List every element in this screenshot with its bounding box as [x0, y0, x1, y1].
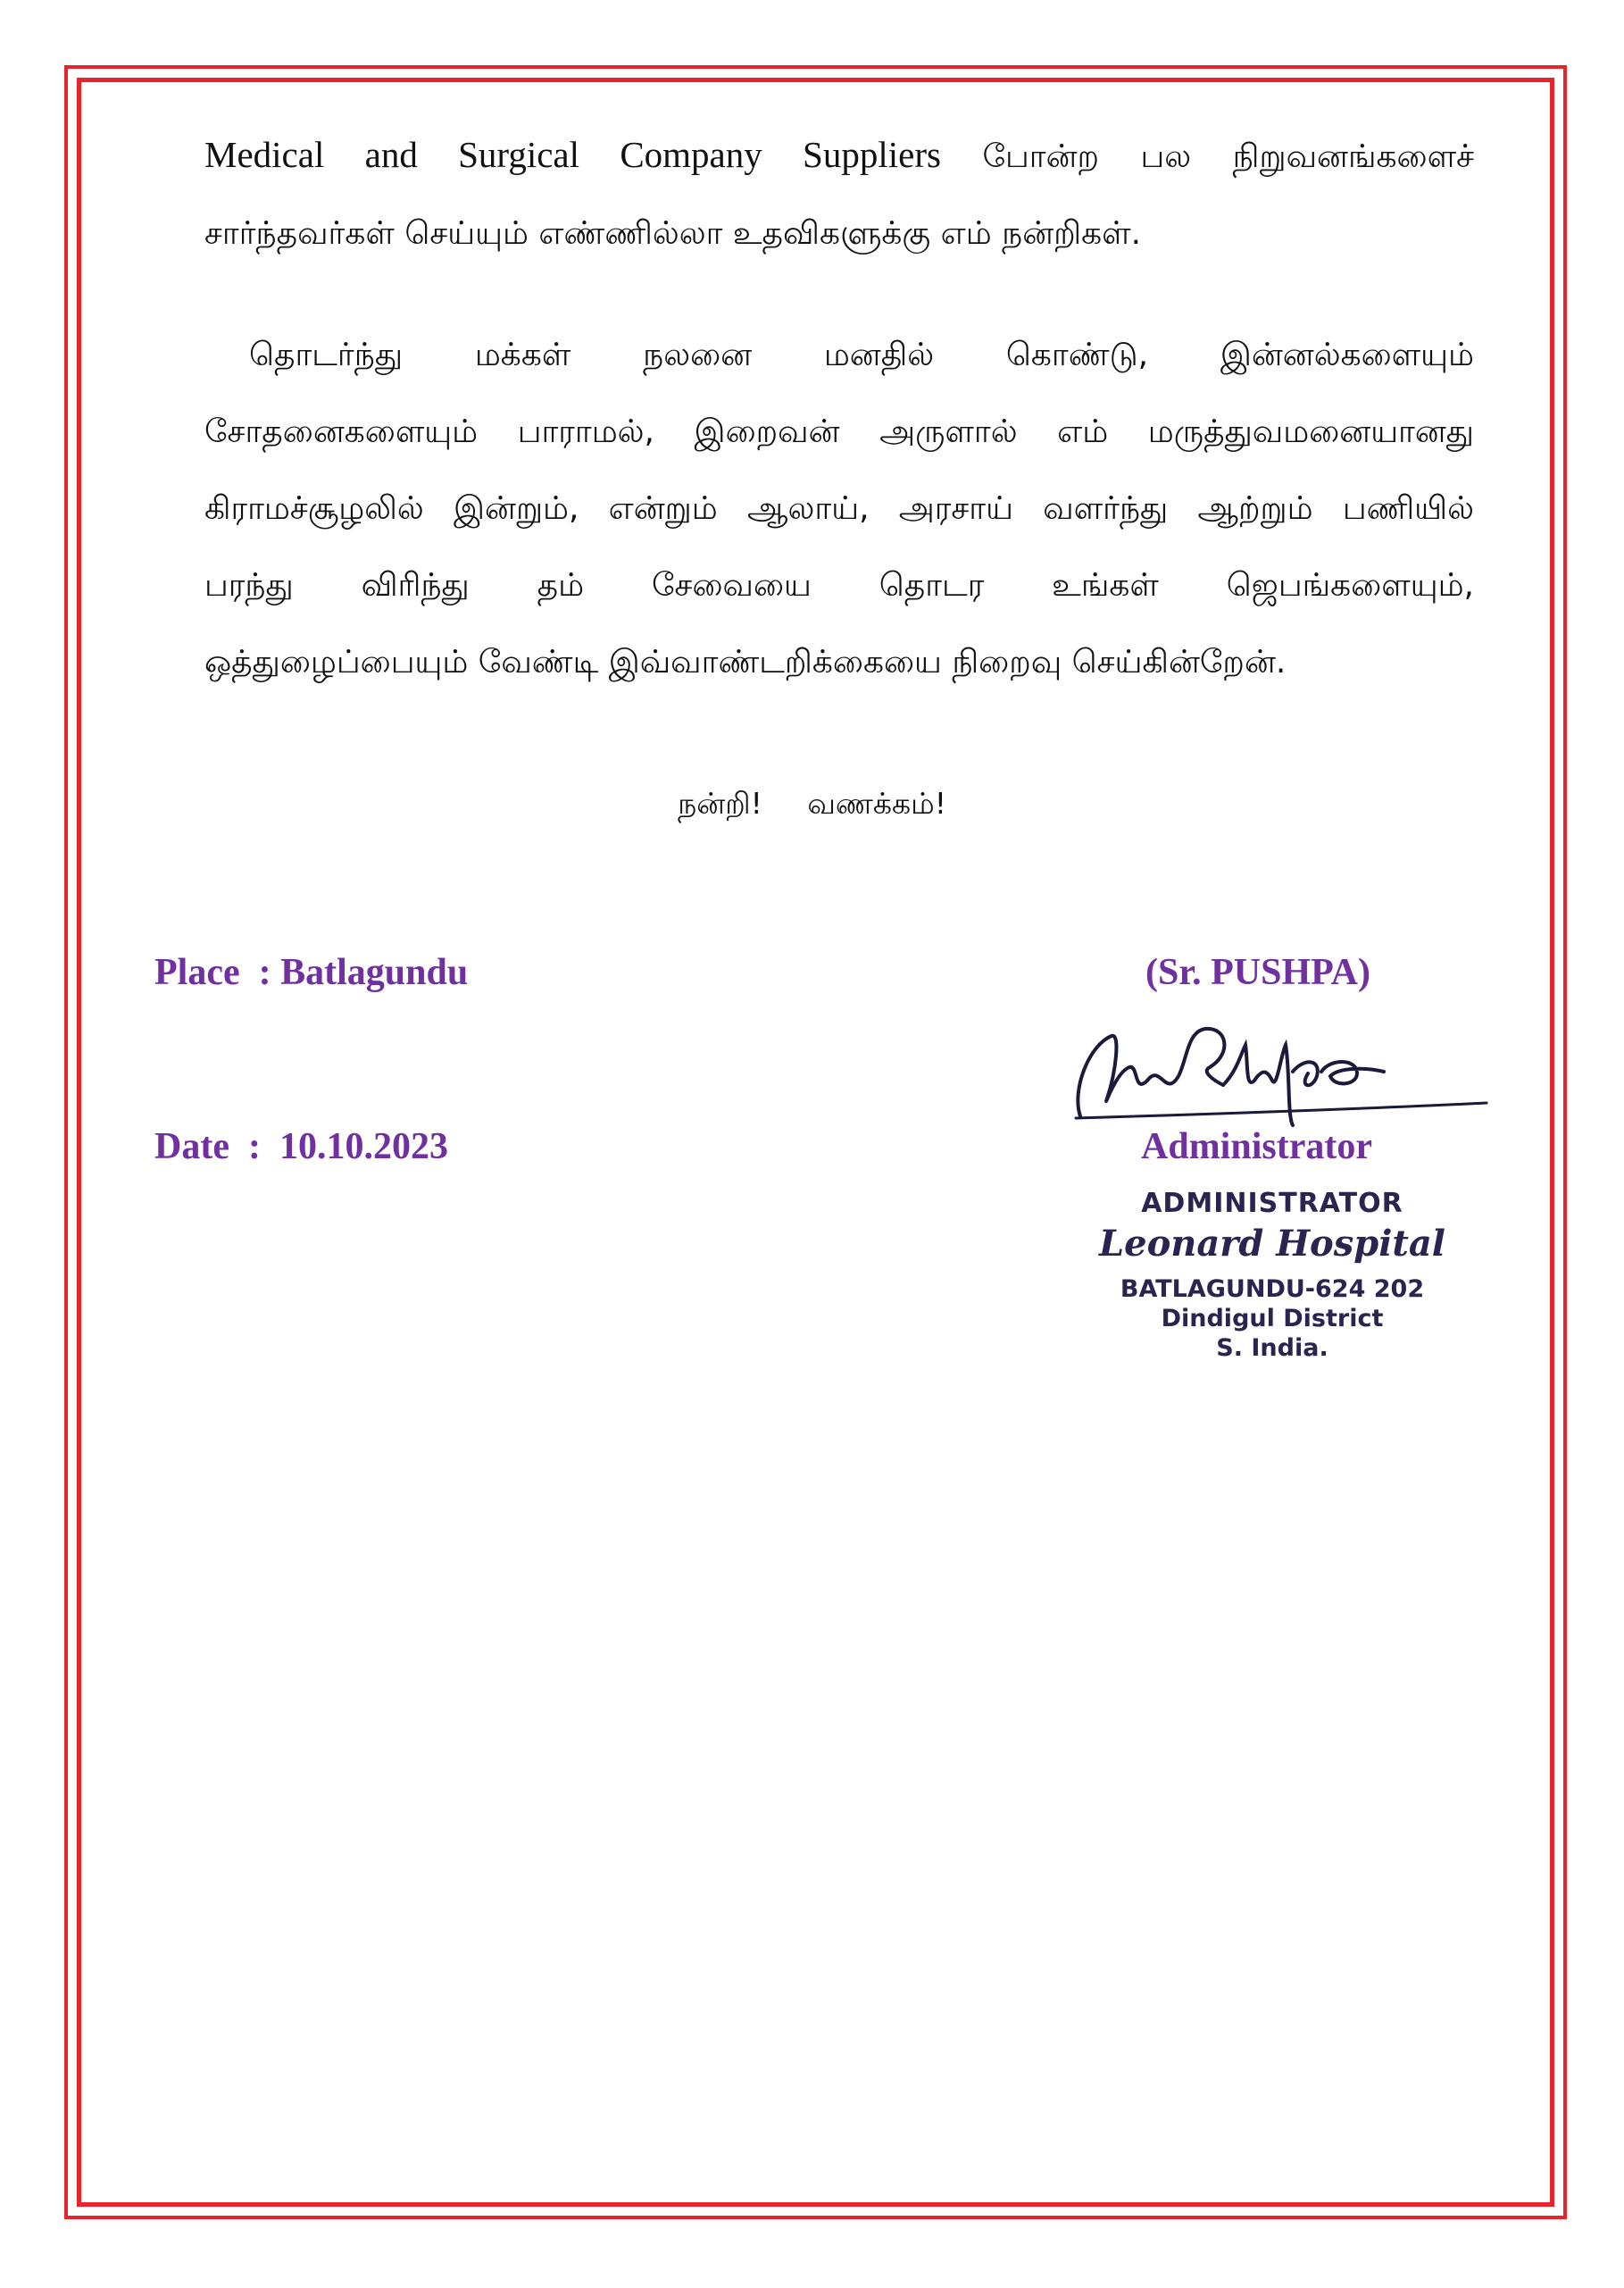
paragraph-2-line: தொடர்ந்து மக்கள் நலனை மனதில் கொண்டு, இன்னல்களையும்	[249, 337, 1474, 373]
paragraph-2-line: ஒத்துழைப்பையும் வேண்டி இவ்வாண்டறிக்கையை நிறைவு செய்கின்றேன்.	[204, 644, 1287, 681]
stamp-town: BATLAGUNDU-624 202	[1120, 1275, 1425, 1303]
paragraph-1-tamil-text: போன்ற பல நிறுவனங்களைச்	[982, 138, 1474, 175]
paragraph-2-line: சோதனைகளையும் பாராமல், இறைவன் அருளால் எம் மருத்துவமனையானது	[204, 413, 1474, 450]
closing-greeting: நன்றி! வணக்கம்!	[678, 786, 946, 821]
paragraph-2-line: கிராமச்சூழலில் இன்றும், என்றும் ஆலாய், அரசாய் வளர்ந்து ஆற்றும் பணியில்	[204, 490, 1474, 527]
signatory-title: Administrator	[1141, 1126, 1372, 1167]
paragraph-1-line-1	[204, 116, 1474, 196]
official-stamp	[1080, 1179, 1464, 1411]
place-label: Place : Batlagundu	[154, 952, 469, 993]
stamp-district: Dindigul District	[1161, 1305, 1384, 1332]
stamp-hospital-name: Leonard Hospital	[1099, 1223, 1445, 1265]
signatory-name: (Sr. PUSHPA)	[1145, 952, 1370, 993]
stamp-country: S. India.	[1216, 1334, 1328, 1362]
signature-image	[1062, 1018, 1509, 1134]
paragraph-1-english-text: Medical and Surgical Company Suppliers	[204, 134, 941, 175]
paragraph-1-line-2: சார்ந்தவர்கள் செய்யும் எண்ணில்லா உதவிகளுக்கு எம் நன்றிகள்.	[204, 215, 1142, 252]
paragraph-2	[204, 317, 1474, 701]
date-label: Date : 10.10.2023	[154, 1126, 448, 1167]
paragraph-1	[204, 116, 1474, 272]
paragraph-2-line: பரந்து விரிந்து தம் சேவையை தொடர உங்கள் ஜெபங்களையும்,	[204, 567, 1474, 604]
stamp-title: ADMINISTRATOR	[1141, 1188, 1403, 1219]
